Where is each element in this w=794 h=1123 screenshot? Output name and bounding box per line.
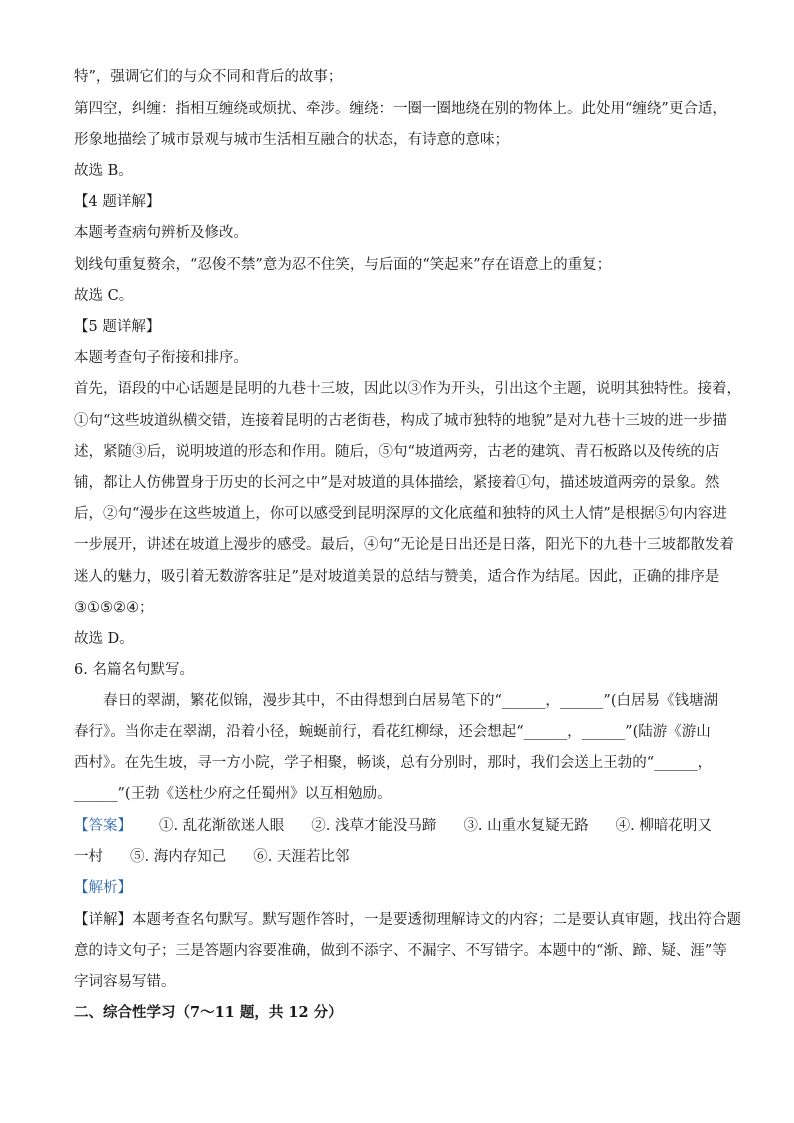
answer-line xyxy=(74,847,349,867)
text-line: 本题考查句子衔接和排序。 xyxy=(74,350,248,366)
analysis-label: 【解析】 xyxy=(74,880,132,896)
answer-label: 【答案】 xyxy=(74,818,132,834)
text-line: 迷人的魅力，吸引着无数游客驻足”是对坡道美景的总结与赞美，适合作为结尾。因此，正确的排序是 xyxy=(74,569,720,585)
answer-item: ④. 柳暗花明又 xyxy=(615,818,712,834)
answer-item: ⑥. 天涯若比邻 xyxy=(253,849,350,865)
text-line: ①句“这些坡道纵横交错，连接着昆明的古老街巷，构成了城市独特的地貌”是对九巷十三坡的进一步描 xyxy=(74,413,727,429)
text-line: 故选 C。 xyxy=(74,288,134,304)
question-title: 6. 名篇名句默写。 xyxy=(74,662,194,678)
text-line: 划线句重复赘余，“忍俊不禁”意为忍不住笑，与后面的“笑起来”存在语意上的重复； xyxy=(74,257,612,273)
text-line: 故选 D。 xyxy=(74,631,134,647)
analysis-line: 意的诗文句子；三是答题内容要准确，做到不添字、不漏字、不写错字。本题中的“渐、蹄、疑、涯”等 xyxy=(74,943,727,959)
answer-item: ③. 山重水复疑无路 xyxy=(463,818,589,834)
answer-item: ⑤. 海内存知己 xyxy=(130,849,227,865)
question-text: 西村》。在先生坡，寻一方小院，学子相聚，畅谈，总有分别时，那时，我们会送上王勃的“______， xyxy=(74,755,713,771)
answer-line xyxy=(74,816,712,836)
text-line: 第四空，纠缠：指相互缠绕或烦扰、牵涉。缠绕：一圈一圈地绕在别的物体上。此处用“缠绕”更合适， xyxy=(74,101,727,117)
subsection-heading: 【4 题详解】 xyxy=(74,194,161,210)
text-line: 首先，语段的中心话题是昆明的九巷十三坡，因此以③作为开头，引出这个主题，说明其独特性。接着， xyxy=(74,381,741,397)
question-text: ______”(王勃《送杜少府之任蜀州》以互相勉励。 xyxy=(74,786,392,802)
text-line: 铺，都让人仿佛置身于历史的长河之中”是对坡道的具体描绘，紧接着①句，描述坡道两旁的景象。然 xyxy=(74,475,720,491)
answer-item: ①. 乱花渐欲迷人眼 xyxy=(159,818,285,834)
question-text: 春日的翠湖，繁花似锦，漫步其中，不由得想到白居易笔下的“______，______”(白居易《钱塘湖 xyxy=(103,693,718,709)
analysis-line: 【详解】本题考查名句默写。默写题作答时，一是要透彻理解诗文的内容；二是要认真审题，找出符合题 xyxy=(74,912,741,928)
answer-item: ②. 浅草才能没马蹄 xyxy=(311,818,437,834)
section-heading: 二、综合性学习（7～11 题，共 12 分） xyxy=(74,1004,343,1021)
text-line: 故选 B。 xyxy=(74,163,133,179)
analysis-line: 字词容易写错。 xyxy=(74,974,176,990)
text-line: 形象地描绘了城市景观与城市生活相互融合的状态，有诗意的意味； xyxy=(74,132,509,148)
text-line: 述，紧随③后，说明坡道的形态和作用。随后，⑤句“坡道两旁，古老的建筑、青石板路以及传统的店 xyxy=(74,444,720,460)
answer-continuation: 一村 xyxy=(74,849,103,865)
text-line: ③①⑤②④； xyxy=(74,600,154,616)
subsection-heading: 【5 题详解】 xyxy=(74,319,161,335)
question-text: 春行》。当你走在翠湖，沿着小径，蜿蜒前行，看花红柳绿，还会想起“______，______”(陆游《游山 xyxy=(74,724,711,740)
text-line: 本题考查病句辨析及修改。 xyxy=(74,225,248,241)
text-line: 一步展开，讲述在坡道上漫步的感受。最后，④句“无论是日出还是日落，阳光下的九巷十三坡都散发着 xyxy=(74,537,734,553)
text-line: 特”，强调它们的与众不同和背后的故事； xyxy=(74,69,343,85)
text-line: 后，②句“漫步在这些坡道上，你可以感受到昆明深厚的文化底蕴和独特的风土人情”是根据⑤句内容进 xyxy=(74,506,727,522)
